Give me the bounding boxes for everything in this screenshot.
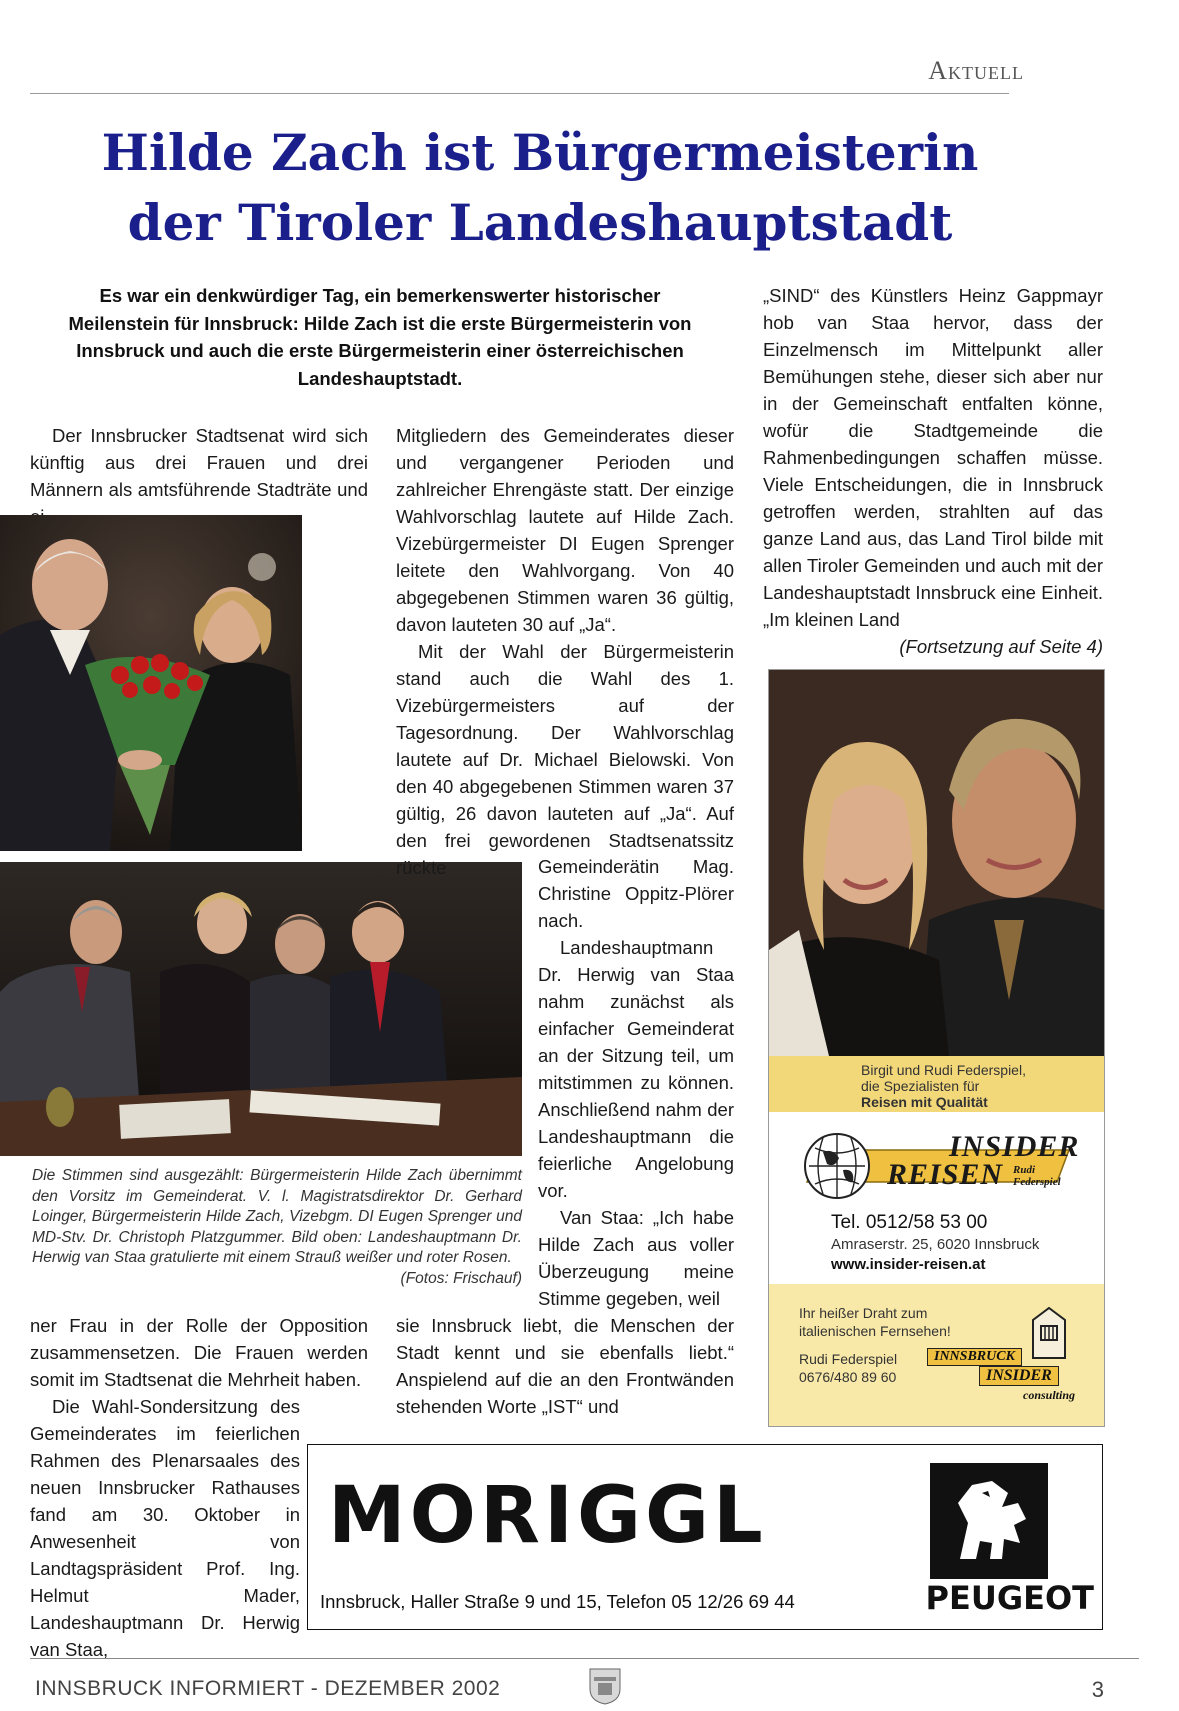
lion-icon bbox=[930, 1463, 1048, 1579]
city-crest-icon bbox=[588, 1665, 622, 1705]
column-2-top bbox=[396, 422, 734, 881]
consult-logo-line3: consulting bbox=[1023, 1388, 1076, 1402]
insider-reisen-logo bbox=[799, 1130, 1079, 1202]
column-2-bottom bbox=[396, 1312, 734, 1420]
continuation-note: (Fortsetzung auf Seite 4) bbox=[899, 636, 1103, 657]
paragraph: Der Innsbrucker Stadtsenat wird sich künftig aus drei Frauen und drei Männern als amtsführende Stadträte und bbox=[30, 425, 368, 500]
headline-line-1: Hilde Zach ist Bürgermeisterin bbox=[101, 123, 979, 182]
contact-name: Rudi Federspiel bbox=[799, 1351, 898, 1367]
tower-icon bbox=[1019, 1304, 1079, 1360]
ad-website: www.insider-reisen.at bbox=[831, 1256, 986, 1273]
column-2-narrow bbox=[538, 853, 734, 1312]
contact-phone: 0676/480 89 60 bbox=[799, 1369, 897, 1385]
ad-contact-block bbox=[769, 1112, 1104, 1284]
caption-credit: (Fotos: Frischauf) bbox=[400, 1269, 522, 1287]
logo-insider-text: INSIDER bbox=[949, 1130, 1080, 1163]
column-1-bottom bbox=[30, 1312, 368, 1393]
column-3 bbox=[763, 282, 1103, 660]
paragraph: Mitgliedern des Gemeinderates dieser und vergangener Perioden und zahlreicher Ehrengäste statt. Der einzige Wahlvorschlag lautete auf Hilde Zach. Vizebürgermeister DI Eugen Sprenger leitete den Wahlvorgang. Von 40 abgegebenen Stimmen waren 36 gültig, davon lauteten 30 auf „Ja“. bbox=[396, 425, 734, 635]
moriggl-brand: MORIGGL bbox=[328, 1471, 767, 1561]
paragraph: „SIND“ des Künstlers Heinz Gappmayr hob van Staa hervor, dass der Einzelmensch im Mittelpunkt aller Bemühungen stehe, dieser sich aber nur in der Gemeinschaft entfalten könne, wofür die Stadtgemeinde die Rahmenbedingungen schaffen müsse. Viele Entscheidungen, die in Innsbruck getroffen werden, strahlten auf das ganze Land aus, das Land Tirol bilde mit allen Tiroler Gemeinden und auch mit der Landeshauptstadt Innsbruck eine Einheit. „Im kleinen Land bbox=[763, 285, 1103, 630]
photo-caption bbox=[32, 1166, 522, 1289]
moriggl-address: Innsbruck, Haller Straße 9 und 15, Telefon 05 12/26 69 44 bbox=[320, 1591, 795, 1612]
footer-publication: INNSBRUCK INFORMIERT - DEZEMBER 2002 bbox=[35, 1677, 501, 1700]
logo-sub-line: Rudi bbox=[1013, 1164, 1036, 1176]
paragraph: ner Frau in der Rolle der Opposition zusammensetzen. Die Frauen werden somit im Stadtsenat die Mehrheit haben. bbox=[30, 1315, 368, 1390]
ad-photo-caption-text bbox=[861, 1062, 1026, 1110]
photo-council-signing-image bbox=[0, 862, 522, 1156]
headline-line-2: der Tiroler Landeshauptstadt bbox=[127, 193, 953, 252]
ad-insider-reisen bbox=[768, 669, 1105, 1427]
ad-tv-block bbox=[769, 1284, 1104, 1426]
ad-photo-federspiel bbox=[769, 670, 1104, 1056]
consult-logo-line2: INSIDER bbox=[979, 1366, 1059, 1386]
ad-photo-federspiel-image bbox=[769, 670, 1104, 1056]
caption-line: Reisen mit Qualität bbox=[861, 1094, 988, 1110]
ad-address: Amraserstr. 25, 6020 Innsbruck bbox=[831, 1236, 1040, 1253]
logo-reisen-text: REISEN bbox=[887, 1158, 1004, 1191]
paragraph: Landeshauptmann Dr. Herwig van Staa nahm zunächst als einfacher Gemeinderat an der Sitzung teil, um mitstimmen zu können. Anschließend nahm der Landeshauptmann die feierliche Angelobung vor. bbox=[538, 937, 734, 1201]
paragraph: sie Innsbruck liebt, die Menschen der Stadt kennt und sie ebenfalls liebt.“ Anspielend auf die an den Frontwänden stehenden Worte „IST“ und bbox=[396, 1315, 734, 1417]
page-number: 3 bbox=[1091, 1677, 1104, 1702]
consult-logo-line1: INNSBRUCK bbox=[927, 1348, 1022, 1366]
section-label: Aktuell bbox=[928, 56, 1024, 85]
caption-line: die Spezialisten für bbox=[861, 1078, 980, 1094]
tv-line: Ihr heißer Draht zum bbox=[799, 1305, 928, 1321]
ad-phone: Tel. 0512/58 53 00 bbox=[831, 1212, 988, 1233]
photo-flower-congratulation-image bbox=[0, 515, 302, 851]
logo-sub-line: Federspiel bbox=[1013, 1176, 1061, 1188]
caption-line: Birgit und Rudi Federspiel, bbox=[861, 1062, 1026, 1078]
crest-icon bbox=[588, 1665, 622, 1705]
paragraph: Mit der Wahl der Bürgermeisterin stand auch die Wahl des 1. Vizebürgermeisters auf der Tagesordnung. Der Wahlvorschlag lautete auf Dr. Michael Bielowski. Von den 40 abgegebenen Stimmen waren 37 gültig, 26 davon lauteten auf „Ja“. Auf den frei gewordenen Stadtsenatssitz rückte bbox=[396, 641, 734, 878]
tv-line: italienischen Fernsehen! bbox=[799, 1323, 951, 1339]
column-1-bottom-narrow bbox=[30, 1393, 300, 1663]
footer-rule bbox=[30, 1658, 1139, 1659]
paragraph: Gemeinderätin Mag. Christine Oppitz-Plörer nach. bbox=[538, 856, 734, 931]
peugeot-wordmark: PEUGEOT bbox=[925, 1579, 1094, 1617]
ad-moriggl-peugeot bbox=[307, 1444, 1103, 1630]
paragraph: Die Wahl-Sondersitzung des Gemeinderates im feierlichen Rahmen des Plenarsaales des neuen Innsbrucker Rathauses fand am 30. Oktober in Anwesenheit von Landtagspräsident Prof. Ing. Helmut Mader, Landeshauptmann Dr. Herwig van Staa, bbox=[30, 1396, 300, 1660]
photo-flower-congratulation bbox=[0, 515, 302, 851]
logo-sub bbox=[1013, 1164, 1061, 1188]
header-rule bbox=[30, 93, 1009, 94]
peugeot-lion-logo bbox=[930, 1463, 1048, 1579]
lead-paragraph: Es war ein denkwürdiger Tag, ein bemerkenswerter historischer Meilenstein für Innsbruck: Hilde Zach ist die erste Bürgermeisterin von Innsbruck und auch die erste Bürgermeisterin einer österreichischen Landeshauptstadt. bbox=[68, 285, 692, 389]
paragraph: Van Staa: „Ich habe Hilde Zach aus voller Überzeugung meine Stimme gegeben, weil bbox=[538, 1207, 734, 1309]
column-1-top bbox=[30, 422, 368, 530]
headline bbox=[30, 118, 1050, 258]
photo-council-signing bbox=[0, 862, 522, 1156]
ad-photo-caption bbox=[769, 1056, 1104, 1112]
tv-contact bbox=[799, 1350, 897, 1386]
caption-text: Die Stimmen sind ausgezählt: Bürgermeisterin Hilde Zach übernimmt den Vorsitz im Gemeinderat. V. l. Magistratsdirektor Dr. Gerhard Loinger, Bürgermeisterin Hilde Zach, Vizebgm. DI Eugen Sprenger und MD-Stv. Dr. Christoph Platzgummer. Bild oben: Landeshauptmann Dr. Herwig van Staa gratulierte mit einem Strauß weißer und roter Rosen. bbox=[32, 1167, 522, 1266]
innsbruck-insider-consulting-logo bbox=[927, 1304, 1097, 1414]
